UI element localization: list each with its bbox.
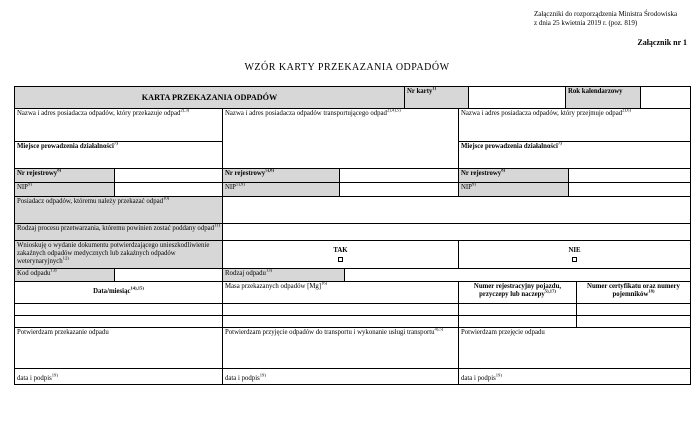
card-number-ref: 1): [432, 87, 437, 91]
card-header-row: [15, 87, 690, 109]
form-title: WZÓR KARTY PRZEKAZANIA ODPADÓW: [244, 62, 450, 73]
date-header-ref: 14),15): [130, 286, 144, 292]
transporter-nip-label: [223, 183, 340, 196]
recipient-column: [459, 109, 690, 168]
waste-type-field[interactable]: [345, 269, 690, 281]
year-field[interactable]: [641, 87, 690, 108]
registry-number-row: [15, 169, 690, 183]
waste-type-ref: 13): [265, 269, 273, 273]
recipient-name-cell[interactable]: [459, 109, 690, 142]
yes-label: TAK: [333, 247, 348, 255]
mass-header-ref: 16): [321, 282, 328, 286]
transferor-nip-ref: 9): [27, 183, 32, 187]
recipient-reg-text: Nr rejestrowy: [461, 170, 502, 177]
transporter-signature-ref: 19): [259, 372, 266, 378]
transporter-reg-text: Nr rejestrowy: [225, 170, 266, 177]
waste-type-label: [223, 269, 345, 281]
recipient-signature-ref: 19): [495, 372, 502, 378]
no-label: NIE: [568, 247, 581, 255]
transporter-nip-field[interactable]: [340, 183, 459, 196]
recipient-nip-label: [459, 183, 569, 196]
recipient-reg-field[interactable]: [569, 169, 690, 182]
recipient-reg-label: [459, 169, 569, 182]
next-holder-row: [15, 197, 690, 224]
certificate-column-header: [577, 282, 690, 303]
recipient-place-label: Miejsce prowadzenia działalności: [461, 143, 558, 150]
transferor-place-cell[interactable]: [15, 142, 222, 168]
disposal-request-ref: 12): [62, 255, 69, 261]
no-checkbox[interactable]: [572, 257, 577, 262]
vehicle-column-header: [459, 282, 577, 303]
process-label: [15, 224, 223, 240]
card-number-field[interactable]: [469, 87, 566, 108]
transporter-signature-field[interactable]: [223, 369, 459, 384]
data-table-header-row: [15, 282, 690, 304]
data-row-1: [15, 304, 690, 316]
recipient-name-label: Nazwa i adres posiadacza odpadów, który przejmuje odpad: [461, 110, 623, 117]
certificate-header-text: Numer certyfikatu oraz numery pojemników: [587, 283, 680, 299]
waste-type-text: Rodzaj odpadu: [225, 270, 266, 277]
transferor-name-cell[interactable]: [15, 109, 222, 142]
process-row: [15, 224, 690, 241]
recipient-nip-text: NIP: [461, 184, 472, 191]
waste-code-label: [15, 269, 115, 281]
card-title-cell: KARTA PRZEKAZANIA ODPADÓW: [15, 87, 405, 108]
transferor-signature-label: data i podpis: [17, 375, 52, 382]
next-holder-text: Posiadacz odpadów, któremu należy przekazać odpad: [17, 198, 164, 205]
transporter-reg-ref: 5),8): [265, 169, 275, 173]
recipient-nip-ref: 9): [471, 183, 476, 187]
transporter-reg-field[interactable]: [340, 169, 459, 182]
waste-transfer-card-table: [14, 86, 691, 385]
next-holder-field[interactable]: [223, 197, 690, 223]
card-number-label: [405, 87, 469, 108]
disposal-request-label: [15, 241, 223, 268]
transferor-reg-field[interactable]: [115, 169, 223, 182]
data-row-1-mass-cell[interactable]: [223, 304, 459, 315]
transferor-reg-ref: 8): [57, 169, 62, 173]
transferor-column: [15, 109, 223, 168]
parties-row: [15, 109, 690, 169]
nip-row: [15, 183, 690, 197]
waste-code-field[interactable]: [115, 269, 223, 281]
data-row-1-vehicle-cell[interactable]: [459, 304, 577, 315]
annex-number: Załącznik nr 1: [637, 38, 687, 47]
vehicle-header-ref: 5),17): [544, 288, 556, 294]
data-row-2-vehicle-cell[interactable]: [459, 316, 577, 327]
transporter-signature-label: data i podpis: [225, 375, 260, 382]
mass-column-header: [223, 282, 459, 303]
data-row-1-certificate-cell[interactable]: [577, 304, 690, 315]
recipient-place-cell[interactable]: [459, 142, 690, 168]
transporter-name-ref: 2),4),5): [386, 109, 401, 113]
transporter-name-label: Nazwa i adres posiadacza odpadów transportującego odpad: [225, 110, 387, 117]
transferor-nip-text: NIP: [17, 184, 28, 191]
transferor-signature-field[interactable]: [15, 369, 223, 384]
recipient-reg-ref: 8): [501, 169, 506, 173]
confirm-transfer-cell: Potwierdzam przekazanie odpadu: [15, 328, 223, 368]
data-row-2-certificate-cell[interactable]: [577, 316, 690, 327]
data-row-2-mass-cell[interactable]: [223, 316, 459, 327]
signature-row: [15, 369, 690, 384]
transporter-nip-ref: 5),9): [235, 183, 245, 187]
confirm-transport-ref: 4),5): [434, 328, 444, 332]
data-row-2: [15, 316, 690, 328]
waste-code-row: [15, 269, 690, 282]
transferor-reg-text: Nr rejestrowy: [17, 170, 58, 177]
data-row-1-date-cell[interactable]: [15, 304, 223, 315]
confirm-transport-text: Potwierdzam przyjęcie odpadów do transportu i wykonanie usługi transportu: [225, 329, 435, 336]
recipient-nip-field[interactable]: [569, 183, 690, 196]
transferor-place-label: Miejsce prowadzenia działalności: [17, 143, 114, 150]
disposal-request-text: Wnioskuję o wydanie dokumentu potwierdzającego unieszkodliwienie zakaźnych odpadów medycznych lub zakaźnych odpadów weterynaryjnych: [17, 242, 210, 266]
certificate-header-ref: 18): [648, 288, 655, 294]
process-ref: 11): [214, 224, 220, 228]
next-holder-label: [15, 197, 223, 223]
process-field[interactable]: [223, 224, 690, 240]
data-row-2-date-cell[interactable]: [15, 316, 223, 327]
yes-choice-cell: [223, 241, 459, 268]
transferor-nip-label: [15, 183, 115, 196]
transferor-reg-label: [15, 169, 115, 182]
recipient-name-ref: 2),6): [622, 109, 631, 113]
regulation-note-line2: z dnia 25 kwietnia 2019 r. (poz. 819): [534, 19, 638, 28]
transporter-nip-text: NIP: [225, 184, 236, 191]
transferor-name-label: Nazwa i adres posiadacza odpadów, który przekazuje odpad: [17, 110, 181, 117]
confirmation-row: [15, 328, 690, 369]
yes-checkbox[interactable]: [338, 257, 343, 262]
process-text: Rodzaj procesu przetwarzania, któremu powinien zostać poddany odpad: [17, 225, 215, 232]
transporter-reg-label: [223, 169, 340, 182]
transferor-name-ref: 2),3): [180, 109, 190, 113]
vehicle-header-text: Numer rejestracyjny pojazdu, przyczepy lub naczepy: [473, 283, 562, 299]
card-number-label-text: Nr karty: [407, 88, 433, 95]
recipient-signature-field[interactable]: [459, 369, 690, 384]
waste-code-text: Kod odpadu: [17, 270, 51, 277]
year-label: Rok kalendarzowy: [566, 87, 641, 108]
recipient-signature-label: data i podpis: [461, 375, 496, 382]
confirm-transport-cell: [223, 328, 459, 368]
no-choice-cell: [459, 241, 690, 268]
date-column-header: [15, 282, 223, 303]
disposal-request-row: [15, 241, 690, 269]
regulation-note-line1: Załączniki do rozporządzenia Ministra Środowiska: [534, 10, 678, 18]
transferor-nip-field[interactable]: [115, 183, 223, 196]
confirm-receive-cell: Potwierdzam przejęcie odpadu: [461, 329, 545, 336]
transporter-name-cell[interactable]: [223, 109, 459, 168]
transferor-signature-ref: 19): [51, 372, 58, 378]
regulation-note: [534, 10, 677, 29]
recipient-place-ref: 7): [557, 142, 562, 146]
date-header-text: Data/miesiąc: [93, 288, 131, 296]
transferor-place-ref: 7): [113, 142, 118, 146]
next-holder-ref: 10): [163, 197, 170, 201]
waste-code-ref: 13): [50, 269, 57, 273]
mass-header-text: Masa przekazanych odpadów [Mg]: [225, 283, 322, 290]
